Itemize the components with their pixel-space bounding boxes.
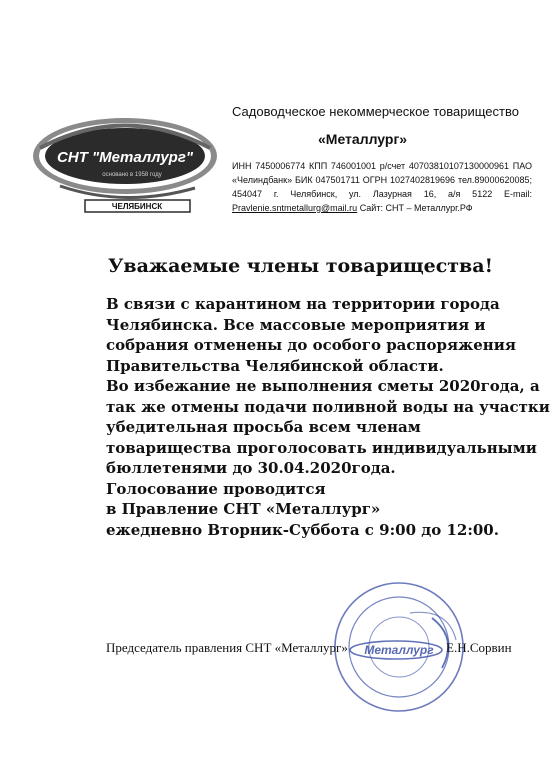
notice-body	[106, 294, 550, 540]
organization-logo	[30, 108, 220, 216]
stamp-center-text: Металлург	[364, 643, 434, 657]
notice-line: Челябинска. Все массовые мероприятия и	[106, 315, 486, 334]
notice-line: Голосование проводится	[106, 479, 326, 498]
notice-line: убедительная просьба всем членам	[106, 418, 421, 436]
signature-role: Председатель правления СНТ «Металлург»	[106, 640, 348, 655]
notice-line: собрания отменены до особого распоряжения	[106, 336, 516, 354]
notice-line: Правительства Челябинской области.	[106, 356, 444, 375]
logo-city: ЧЕЛЯБИНСК	[111, 202, 163, 211]
logo-main-text: СНТ "Металлург"	[57, 149, 193, 166]
organization-requisites	[232, 159, 532, 215]
notice-line: Во избежание не выполнения сметы 2020года, а	[106, 377, 540, 395]
organization-type: Садоводческое некоммерческое товарищество	[232, 104, 519, 119]
logo-sub-text: основано в 1958 году	[102, 172, 162, 178]
notice-line: товарищества проголосовать индивидуальными	[106, 438, 537, 457]
notice-line: так же отмены подачи поливной воды на участки	[106, 397, 550, 416]
website-text: Сайт: СНТ – Металлург.РФ	[357, 203, 473, 213]
notice-line: бюллетенями до 30.04.2020года.	[106, 459, 396, 477]
notice-line: ежедневно Вторник-Суббота с 9:00 до 12:00.	[106, 520, 499, 539]
requisites-text: ИНН 7450006774 КПП 746001001 р/счет 40703810107130000961 ПАО «Челиндбанк» БИК 047501711 ОГРН 1027402819696 тел.89000620085; 454047 г. Челябинск, ул. Лазурная 16, а/я 5122 E-mail:	[232, 161, 532, 199]
organization-name: «Металлург»	[318, 131, 408, 147]
notice-line: В связи с карантином на территории города	[106, 295, 500, 313]
signature-name: Е.Н.Сорвин	[446, 640, 512, 655]
email-link[interactable]: Pravlenie.sntmetallurg@mail.ru	[232, 203, 358, 213]
notice-line: в Правление СНТ «Металлург»	[106, 500, 381, 518]
document-title: Уважаемые члены товарищества!	[108, 255, 493, 277]
